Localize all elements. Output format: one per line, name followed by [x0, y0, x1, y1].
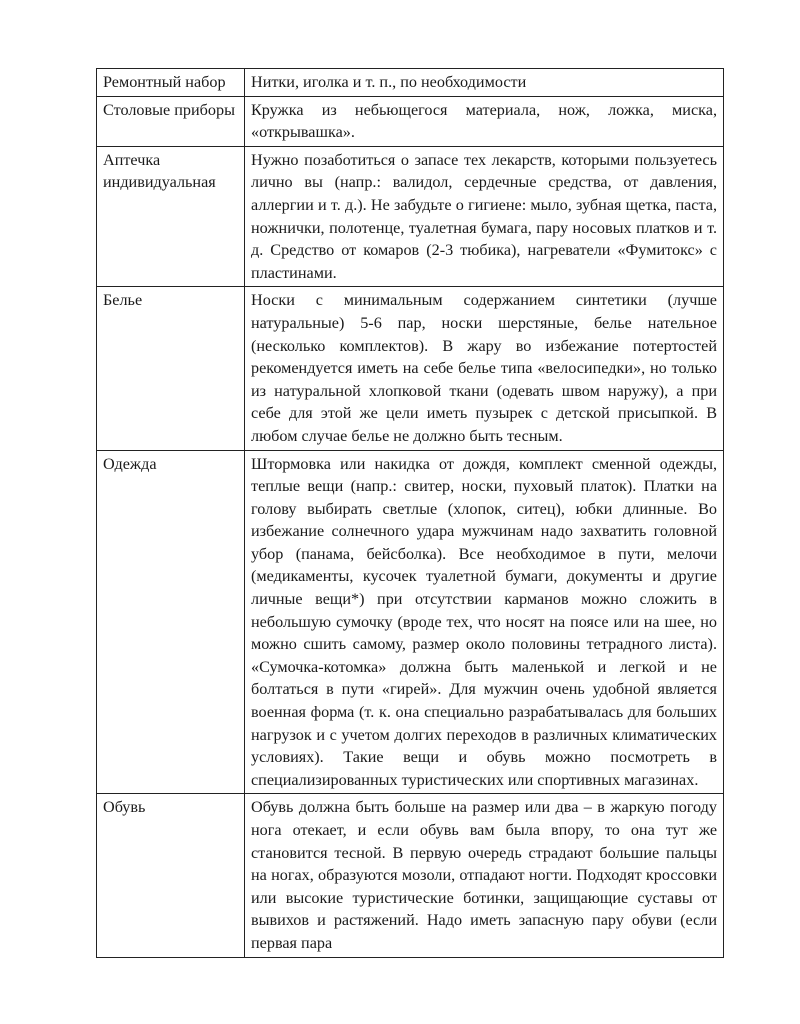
table-row — [97, 450, 724, 794]
packing-list-table — [96, 68, 724, 958]
table-row — [97, 96, 724, 146]
row-text: Носки с минимальным содержанием синтетики (лучше натуральные) 5-6 пар, носки шерстяные, белье нательное (несколько комплектов). В жару во избежание потертостей рекомендуется иметь на себе белье типа «велосипедки», но только из натуральной хлопковой ткани (одевать швом наружу), а при себе для этой же цели иметь пузырек с детской присыпкой. В любом случае белье не должно быть тесным. — [245, 287, 724, 450]
table-row — [97, 146, 724, 287]
row-label: Одежда — [97, 450, 245, 794]
row-text: Кружка из небьющегося материала, нож, ложка, миска, «открывашка». — [245, 96, 724, 146]
row-label: Аптечка индивидуальная — [97, 146, 245, 287]
table-row — [97, 69, 724, 97]
row-label: Столовые приборы — [97, 96, 245, 146]
row-label: Обувь — [97, 794, 245, 957]
row-label: Ремонтный набор — [97, 69, 245, 97]
table-row — [97, 287, 724, 450]
row-label: Белье — [97, 287, 245, 450]
row-text: Нужно позаботиться о запасе тех лекарств, которыми пользуетесь лично вы (напр.: валидол, сердечные средства, от давления, аллергии и т. д.). Не забудьте о гигиене: мыло, зубная щетка, паста, ножнички, полотенце, туалетная бумага, пару носовых платков и т. д. Средство от комаров (2-3 тюбика), нагреватели «Фумитокс» с пластинами. — [245, 146, 724, 287]
row-text: Нитки, иголка и т. п., по необходимости — [245, 69, 724, 97]
row-text: Штормовка или накидка от дождя, комплект сменной одежды, теплые вещи (напр.: свитер, носки, пуховый платок). Платки на голову выбирать светлые (хлопок, ситец), юбки длинные. Во избежание солнечного удара мужчинам надо захватить головной убор (панама, бейсболка). Все необходимое в пути, мелочи (медикаменты, кусочек туалетной бумаги, документы и другие личные вещи*) при отсутствии карманов можно сложить в небольшую сумочку (вроде тех, что носят на поясе или на шее, но можно сшить самому, размер около половины тетрадного листа). «Сумочка-котомка» должна быть маленькой и легкой и не болтаться в пути «гирей». Для мужчин очень удобной является военная форма (т. к. она специально разрабатывалась для больших нагрузок и с учетом долгих переходов в различных климатических условиях). Такие вещи и обувь можно посмотреть в специализированных туристических или спортивных магазинах. — [245, 450, 724, 794]
table-row — [97, 794, 724, 957]
row-text: Обувь должна быть больше на размер или два – в жаркую погоду нога отекает, и если обувь вам была впору, то она тут же становится тесной. В первую очередь страдают большие пальцы на ногах, образуются мозоли, отпадают ногти. Подходят кроссовки или высокие туристические ботинки, защищающие суставы от вывихов и растяжений. Надо иметь запасную пару обуви (если первая пара — [245, 794, 724, 957]
